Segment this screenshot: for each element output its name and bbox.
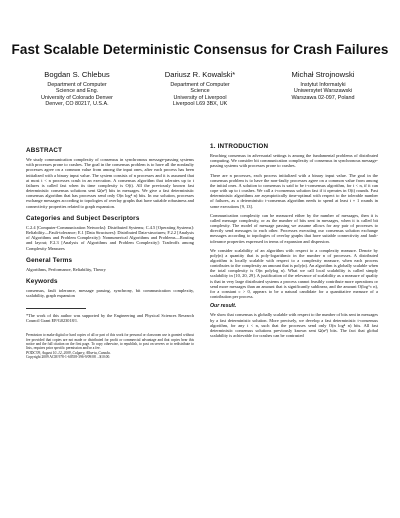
- categories-text: C.2.4 [Computer-Communication Networks]: Distributed Systems; C.4.5 [Operating Systems]: Reliability—Fault-tolerance; E.1 [Data Structures]: Distributed Data-structures; F.2.2 [Analysis of Algorithms and Problem Complexity]: Nonnumerical Algorithms and Problems—Routing and layout; F.2.3 [Analysis of Algorithms and Problem Complexity]: Tradeoffs among Complexity Measures: [26, 224, 194, 251]
- copyright-text: Copyright 2009 ACM 978-1-60558-396-9/09/08 ...$10.00.: [26, 354, 111, 359]
- author-name: Bogdan S. Chlebus: [44, 70, 110, 79]
- author-2: [141, 70, 259, 108]
- keywords-heading: Keywords: [26, 277, 58, 285]
- intro-paragraph: There are n processes, each process initialized with a binary input value. The goal in the consensus problem is to have the non-faulty processes agree on a common value from among the initial ones. A solution to consensus is said to be t-consensus algorithm, for t < n, if it can cope with up to t crashes. We call a t-consensus solution fast if it operates in O(t) rounds. Fast deterministic algorithms are asymptotically time-optimal with respect to the tolerable number of failures, as a deterministic t-consensus algorithm needs to spend at least t + 1 rounds in some executions [9, 13].: [210, 172, 378, 209]
- author-affiliation: Instytut Informatyki Uniwersytet Warszawski Warszawa 02-097, Poland: [291, 82, 355, 101]
- results-paragraph: We show that consensus is globally scalable with respect to the number of bits sent in messages by a fast deterministic solution. More precisely, we develop a fast deterministic t-consensus algorithm, for any t < n, such that the processes send only O(n log⁴ n) bits. All fast deterministic consensus solutions previously known sent Ω(n²) bits. The fact that global scalability is achievable for crashes can be contrasted: [210, 312, 378, 338]
- permission-text: Permission to make digital or hard copies of all or part of this work for personal or classroom use is granted without fee provided that copies are not made or distributed for profit or commercial advantage and that copies bear this notice and the full citation on the first page. To copy otherwise, to republish, to post on servers or to redistribute to lists, requires prior specific permission and/or a fee.: [26, 333, 194, 351]
- results-heading: Our result.: [210, 303, 237, 310]
- abstract-heading: ABSTRACT: [26, 147, 63, 154]
- author-affiliation: Department of Computer Science University of Liverpool Liverpool L69 3BX, UK: [170, 82, 230, 108]
- paper-title: Fast Scalable Deterministic Consensus for Crash Failures: [11, 42, 389, 57]
- intro-paragraph: Communication complexity can be measured either by the number of messages, then it is called message complexity, or as the number of bits sent in messages, when it is called bit complexity. The model of message passing we assume allows for any pair of processes to directly send messages to each other. Processes executing our consensus solution exchange messages according to topologies of overlay graphs that have suitable connectivity and fault-tolerance properties expressed in terms of expansion and dispersion.: [210, 212, 378, 244]
- categories-heading: Categories and Subject Descriptors: [26, 214, 140, 222]
- author-block: [18, 70, 382, 108]
- author-name: Dariusz R. Kowalski*: [164, 70, 236, 79]
- footnote-rule: [26, 308, 86, 309]
- author-1: [18, 70, 136, 108]
- footnote-text: *The work of this author was supported by the Engineering and Physical Sciences Research Council Grant EP/G023018/1.: [26, 313, 194, 324]
- author-3: [264, 70, 382, 108]
- intro-paragraph: Reaching consensus in adversarial settings is among the fundamental problems of distributed computing. We consider bit communication complexity of consensus in synchronous message-passing systems with processes prone to crashes.: [210, 153, 378, 169]
- intro-paragraph: We consider scalability of an algorithm with respect to a complexity measure. Denote by poly(n) a quantity that is poly-logarithmic in the number n of processes. A distributed algorithm is locally scalable with respect to a complexity measure, when each process contributes to the complexity an amount that is poly(n). An algorithm is globally scalable when the total complexity is O(n polylog n). What we call local scalability is called simply scalability in [10, 20, 29]. A justification of the relevance of scalability as a measure of quality is that in very large distributed systems a process cannot feasibly contribute more operations or send more messages than an amount that is significantly sublinear, and the amount O(log^c n), for a constant c > 0, appears to be a natural candidate for a quantitative measure of a contribution per process.: [210, 247, 378, 300]
- abstract-text: We study communication complexity of consensus in synchronous message-passing systems with processes prone to crashes. The goal in the consensus problem is to have all the nonfaulty processes agree on a common value from among the input ones, after each process has been initialized with a binary input value. The system consists of n processes and it is assumed that at most t < n processes crash in an execution. A consensus algorithm that tolerates up to t failures is called fast when its time complexity is O(t). All the previously known fast deterministic consensus solutions sent Ω(n²) bits in messages. We give a fast deterministic consensus algorithm that has processes send only O(n log⁴ n) bits. In our solution, processes exchange messages according to topologies of overlay graphs that have suitable robustness and connectivity properties related to graph expansion.: [26, 157, 194, 209]
- left-column: [26, 148, 194, 359]
- author-name: Michał Strojnowski: [291, 70, 355, 79]
- terms-heading: General Terms: [26, 256, 73, 264]
- venue-text: PODC'09, August 10–12, 2009, Calgary, Alberta, Canada.: [26, 350, 111, 355]
- permission-notice: [26, 333, 194, 359]
- author-affiliation: Department of Computer Science and Eng. University of Colorado Denver Denver, CO 80217, U.S.A.: [41, 82, 113, 108]
- intro-heading: 1. INTRODUCTION: [210, 143, 269, 150]
- terms-text: Algorithms, Performance, Reliability, Theory: [26, 266, 106, 272]
- keywords-text: consensus, fault tolerance, message passing, synchrony, bit communication complexity, scalability, graph expansion: [26, 288, 194, 299]
- right-column: [210, 144, 378, 342]
